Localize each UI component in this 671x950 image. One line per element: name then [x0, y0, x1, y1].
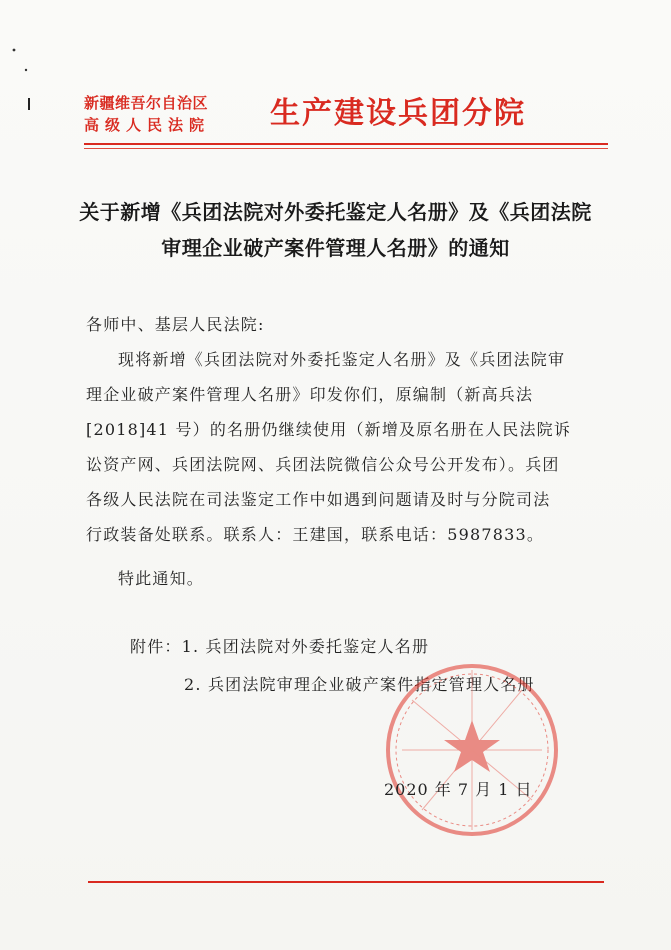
salutation: 各师中、基层人民法院: [86, 315, 265, 334]
attachment-item-1: 附件：1. 兵团法院对外委托鉴定人名册 [130, 637, 430, 656]
notice-title-line-2: 审理企业破产案件管理人名册》的通知 [161, 236, 510, 260]
paragraph-line-2: 理企业破产案件管理人名册》印发你们，原编制（新高兵法 [86, 385, 534, 404]
paragraph-line-1: 现将新增《兵团法院对外委托鉴定人名册》及《兵团法院审 [118, 350, 566, 369]
closing-line: 特此通知。 [118, 569, 205, 588]
paragraph-line-4: 讼资产网、兵团法院网、兵团法院微信公众号公开发布）。兵团 [86, 455, 560, 474]
paragraph-line-5: 各级人民法院在司法鉴定工作中如遇到问题请及时与分院司法 [86, 490, 551, 509]
header-rule [84, 143, 608, 145]
org-line-2: 高级人民法院 [84, 116, 211, 134]
notice-title-line-1: 关于新增《兵团法院对外委托鉴定人名册》及《兵团法院 [79, 200, 592, 224]
official-seal [382, 660, 562, 840]
org-line-1: 新疆维吾尔自治区 [84, 94, 209, 112]
paragraph-line-3: [2018]41 号）的名册仍继续使用（新增及原名册在人民法院诉 [86, 420, 572, 439]
scan-specks [8, 40, 38, 120]
issue-date: 2020 年 7 月 1 日 [384, 780, 533, 799]
issuing-org-right: 生产建设兵团分院 [270, 96, 526, 131]
attachment-item-2: 2. 兵团法院审理企业破产案件指定管理人名册 [184, 675, 535, 694]
header-rule-thin [84, 148, 608, 149]
footer-rule [88, 881, 604, 883]
issuing-org-left [84, 92, 264, 136]
paragraph-line-6: 行政装备处联系。联系人：王建国，联系电话：5987833。 [86, 525, 545, 544]
